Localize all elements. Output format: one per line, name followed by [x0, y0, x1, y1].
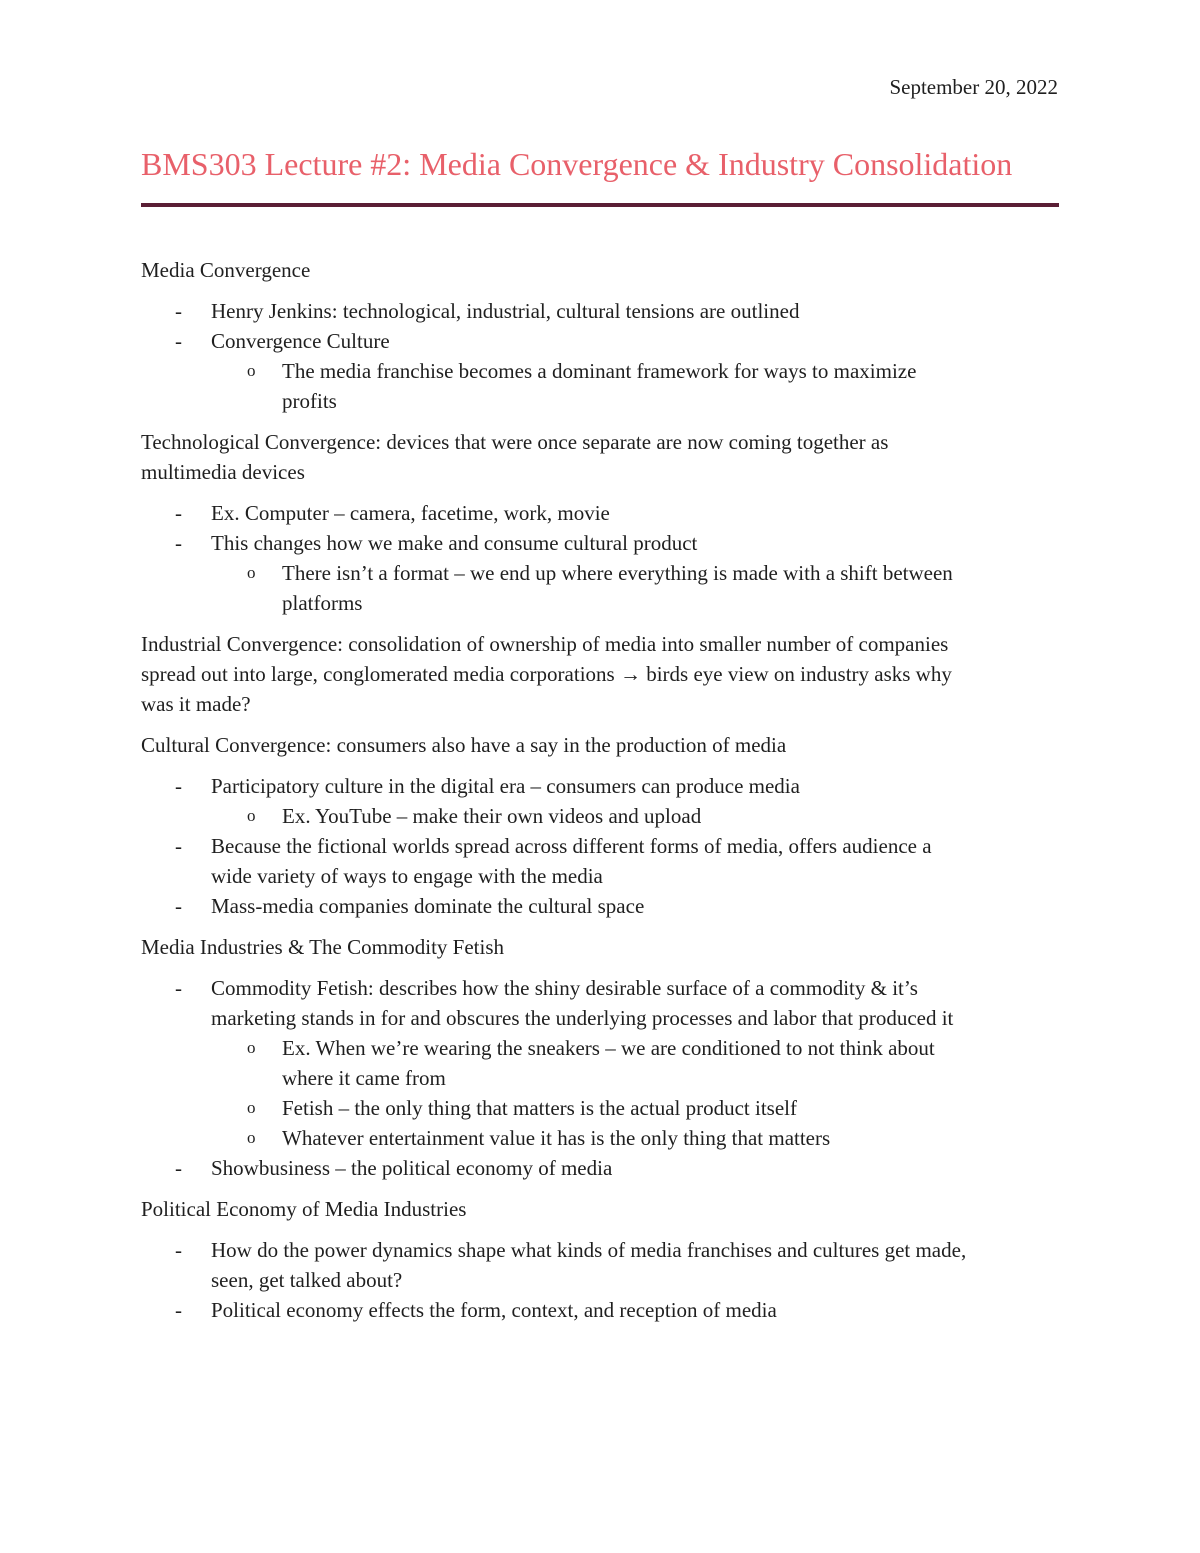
sub-list-item-text: Ex. YouTube – make their own videos and upload — [282, 804, 702, 828]
list-item-continuation — [141, 861, 1066, 891]
list-item-text: Showbusiness – the political economy of media — [211, 1156, 613, 1180]
paragraph-technological-cont — [141, 457, 1066, 487]
circle-marker: o — [247, 1038, 256, 1057]
list-item-text: Mass-media companies dominate the cultural space — [211, 894, 645, 918]
sub-list-item-continuation — [141, 588, 1066, 618]
paragraph-text: spread out into large, conglomerated media corporations — [141, 662, 620, 686]
paragraph-industrial — [141, 629, 1066, 659]
sub-list-item-text: platforms — [282, 591, 363, 615]
list-item — [141, 326, 1066, 356]
list-item — [141, 498, 1066, 528]
dash-marker: - — [175, 976, 182, 1000]
list-item — [141, 1235, 1066, 1265]
paragraph-industrial-cont — [141, 659, 1066, 689]
dash-marker: - — [175, 834, 182, 858]
sub-list-item — [141, 1123, 1066, 1153]
list-item — [141, 1295, 1066, 1325]
document-body — [141, 255, 1066, 1325]
list-item — [141, 528, 1066, 558]
circle-marker: o — [247, 1098, 256, 1117]
sub-list-item — [141, 801, 1066, 831]
sub-list-item-text: where it came from — [282, 1066, 446, 1090]
list-item-text: marketing stands in for and obscures the underlying processes and labor that produced it — [211, 1006, 954, 1030]
circle-marker: o — [247, 1128, 256, 1147]
list-item-text: wide variety of ways to engage with the media — [211, 864, 603, 888]
list-item-text: Participatory culture in the digital era – consumers can produce media — [211, 774, 800, 798]
dash-marker: - — [175, 894, 182, 918]
sub-list-item — [141, 1033, 1066, 1063]
sub-list-item-continuation — [141, 1063, 1066, 1093]
sub-list-item — [141, 356, 1066, 386]
sub-list-item — [141, 558, 1066, 588]
list-item-continuation — [141, 1003, 1066, 1033]
dash-marker: - — [175, 299, 182, 323]
dash-marker: - — [175, 1298, 182, 1322]
circle-marker: o — [247, 361, 256, 380]
list-item — [141, 973, 1066, 1003]
sub-list-item-text: There isn’t a format – we end up where everything is made with a shift between — [282, 561, 953, 585]
circle-marker: o — [247, 563, 256, 582]
list-item-text: Convergence Culture — [211, 329, 390, 353]
list-item-text: Henry Jenkins: technological, industrial, cultural tensions are outlined — [211, 299, 800, 323]
sub-list-item-text: Ex. When we’re wearing the sneakers – we are conditioned to not think about — [282, 1036, 935, 1060]
paragraph-text: birds eye view on industry asks why — [640, 662, 952, 686]
list-item-text: Political economy effects the form, context, and reception of media — [211, 1298, 777, 1322]
dash-marker: - — [175, 329, 182, 353]
sub-list-item-text: Whatever entertainment value it has is the only thing that matters — [282, 1126, 831, 1150]
paragraph-text: was it made? — [141, 692, 251, 716]
list-item-text: Ex. Computer – camera, facetime, work, movie — [211, 501, 610, 525]
paragraph-text: Industrial Convergence: consolidation of ownership of media into smaller number of companies — [141, 632, 949, 656]
paragraph-technological — [141, 427, 1066, 457]
paragraph-cultural — [141, 730, 1066, 760]
list-item-text: seen, get talked about? — [211, 1268, 403, 1292]
dash-marker: - — [175, 1238, 182, 1262]
arrow-icon: → — [619, 662, 641, 686]
section-heading-commodity-fetish: Media Industries & The Commodity Fetish — [141, 935, 505, 959]
title-divider — [141, 203, 1059, 207]
dash-marker: - — [175, 774, 182, 798]
list-item — [141, 1153, 1066, 1183]
list-item-text: This changes how we make and consume cultural product — [211, 531, 698, 555]
list-item-continuation — [141, 1265, 1066, 1295]
paragraph-text: multimedia devices — [141, 460, 305, 484]
sub-list-item-continuation — [141, 386, 1066, 416]
list-item — [141, 891, 1066, 921]
paragraph-text: Cultural Convergence: consumers also have a say in the production of media — [141, 733, 787, 757]
document-title: BMS303 Lecture #2: Media Convergence & Industry Consolidation — [141, 146, 1013, 182]
list-item-text: Because the fictional worlds spread across different forms of media, offers audience a — [211, 834, 932, 858]
dash-marker: - — [175, 501, 182, 525]
dash-marker: - — [175, 531, 182, 555]
sub-list-item-text: The media franchise becomes a dominant framework for ways to maximize — [282, 359, 917, 383]
section-heading-political-economy: Political Economy of Media Industries — [141, 1197, 467, 1221]
sub-list-item — [141, 1093, 1066, 1123]
sub-list-item-text: Fetish – the only thing that matters is the actual product itself — [282, 1096, 797, 1120]
list-item — [141, 771, 1066, 801]
section-heading-media-convergence: Media Convergence — [141, 258, 311, 282]
sub-list-item-text: profits — [282, 389, 337, 413]
document-date: September 20, 2022 — [889, 75, 1058, 99]
paragraph-text: Technological Convergence: devices that were once separate are now coming together as — [141, 430, 889, 454]
dash-marker: - — [175, 1156, 182, 1180]
list-item-text: How do the power dynamics shape what kinds of media franchises and cultures get made, — [211, 1238, 967, 1262]
circle-marker: o — [247, 806, 256, 825]
list-item — [141, 296, 1066, 326]
list-item — [141, 831, 1066, 861]
paragraph-industrial-cont — [141, 689, 1066, 719]
list-item-text: Commodity Fetish: describes how the shiny desirable surface of a commodity & it’s — [211, 976, 918, 1000]
